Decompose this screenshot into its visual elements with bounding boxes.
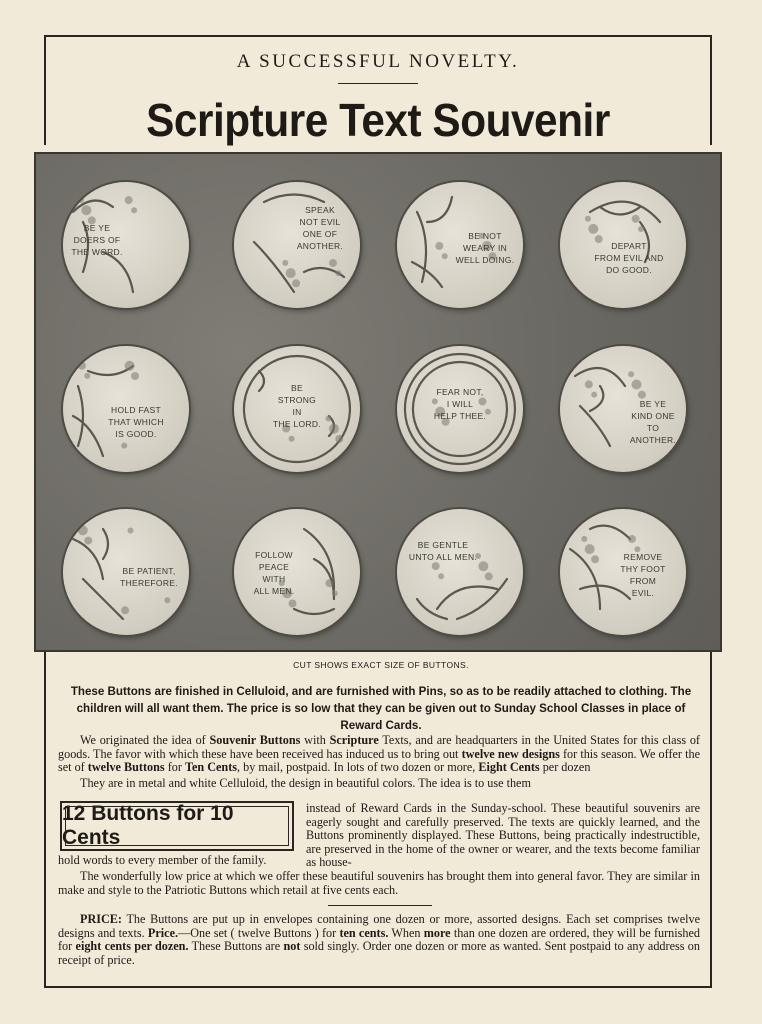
button-text: BE YE KIND ONE TO ANOTHER. [629,399,677,445]
text-run: for this season. We offer the set of [58,746,700,775]
lead-paragraph: These Buttons are finished in Celluloid, and are furnished with Pins, so as to be readily attached to clothing. The children will all want them. The price is so low that they can be given out to Sunday School Classes in place of Reward Cards. [70,685,692,732]
text-run: The wonderfully low price at which we offer these beautiful souvenirs has brought them into general favor. They are similar in make and style to the Patriotic Buttons which retail at five cents each. [58,869,700,897]
paragraph-material [58,777,700,791]
text-run: not [283,939,301,954]
text-run: Scripture [329,733,379,747]
text-run: eight cents per dozen. [75,939,189,954]
illustration-caption: CUT SHOWS EXACT SIZE OF BUTTONS. [293,660,469,670]
text-run: They are in metal and white Celluloid, the design in beautiful colors. The idea is to use them [80,776,531,790]
souvenir-button [397,346,523,472]
text-run: per dozen [539,760,591,775]
text-run: , by mail, postpaid. In lots of two dozen or more, [237,760,479,775]
button-text: BE GENTLE UNTO ALL MEN. [408,540,478,562]
paragraph-souvenirs: instead of Reward Cards in the Sunday-school. These beautiful souvenirs are eagerly sought and carefully preserved. The texts are quickly learned, and the Buttons prominently displayed. These Buttons, being practically indestructible, are preserved in the home of the owner or wearer, and the texts become familiar as house- [306,801,700,870]
souvenir-button [234,346,360,472]
text-run: ten cents. [339,925,389,940]
text-run: Souvenir Buttons [209,733,301,747]
button-text: FEAR NOT, I WILL HELP THEE. [433,387,487,421]
button-text: BE NOT WEARY IN WELL DOING. [455,231,515,265]
price-label: PRICE: [80,912,122,926]
souvenir-button [560,182,686,308]
souvenir-button [397,182,523,308]
button-text: DEPART FROM EVIL AND DO GOOD. [594,241,664,275]
buttons-illustration [34,152,722,652]
text-run: We originated the idea of [80,733,210,747]
text-run: sold singly. Order one dozen or more as wanted. Sent postpaid to any address on receipt of price. [58,939,700,967]
button-text: BE PATIENT, THEREFORE. [120,566,178,588]
button-text: FOLLOW PEACE WITH ALL MEN. [253,550,295,596]
text-run: Texts, and are headquarters in the United States for this class of goods. The favor with which these have been received has induced us to bring out [58,733,700,761]
souvenir-button [63,346,189,472]
section-rule [328,905,432,906]
text-run: These Buttons are [188,939,284,954]
page-title: Scripture Text Souvenir [146,94,610,146]
text-run: The Buttons are put up in envelopes containing one dozen or more, assorted designs. Each set comprises twelve designs and texts. [58,912,700,940]
text-run: more [423,925,451,940]
paragraph-low-price [58,870,700,897]
souvenir-button [397,509,523,635]
souvenir-button [63,509,189,635]
button-text: BE STRONG IN THE LORD. [272,383,322,429]
text-run: Price. [147,925,179,940]
text-run: twelve Buttons [87,760,165,775]
button-text: BE YE DOERS OF THE WORD. [71,223,123,257]
price-box: 12 Buttons for 10 Cents [60,801,294,851]
button-text: HOLD FAST THAT WHICH IS GOOD. [108,405,164,439]
souvenir-button [234,182,360,308]
text-run: for [164,760,185,775]
button-text: SPEAK NOT EVIL ONE OF ANOTHER. [296,205,344,251]
text-run: twelve new designs [461,746,560,761]
text-run: with [300,733,330,747]
button-text: REMOVE THY FOOT FROM EVIL. [620,552,666,598]
souvenir-button [560,346,686,472]
souvenir-button [234,509,360,635]
souvenir-button [560,509,686,635]
header-frame [44,35,712,145]
paragraph-price [58,913,700,967]
button-grid [36,154,720,650]
text-run: Ten Cents [184,760,238,775]
kicker-text: A SUCCESSFUL NOVELTY. [236,51,520,72]
paragraph-origin [58,734,700,775]
text-run: —One set ( twelve Buttons ) for [178,925,340,940]
kicker-rule [338,83,418,84]
souvenir-button [63,182,189,308]
text-run: When [388,925,424,940]
text-run: Eight Cents [478,760,540,775]
paragraph-souvenirs-end: hold words to every member of the family. [58,853,267,867]
floral-ornament-icon [397,509,523,635]
text-run: than one dozen are ordered, they will be furnished for [58,925,700,954]
